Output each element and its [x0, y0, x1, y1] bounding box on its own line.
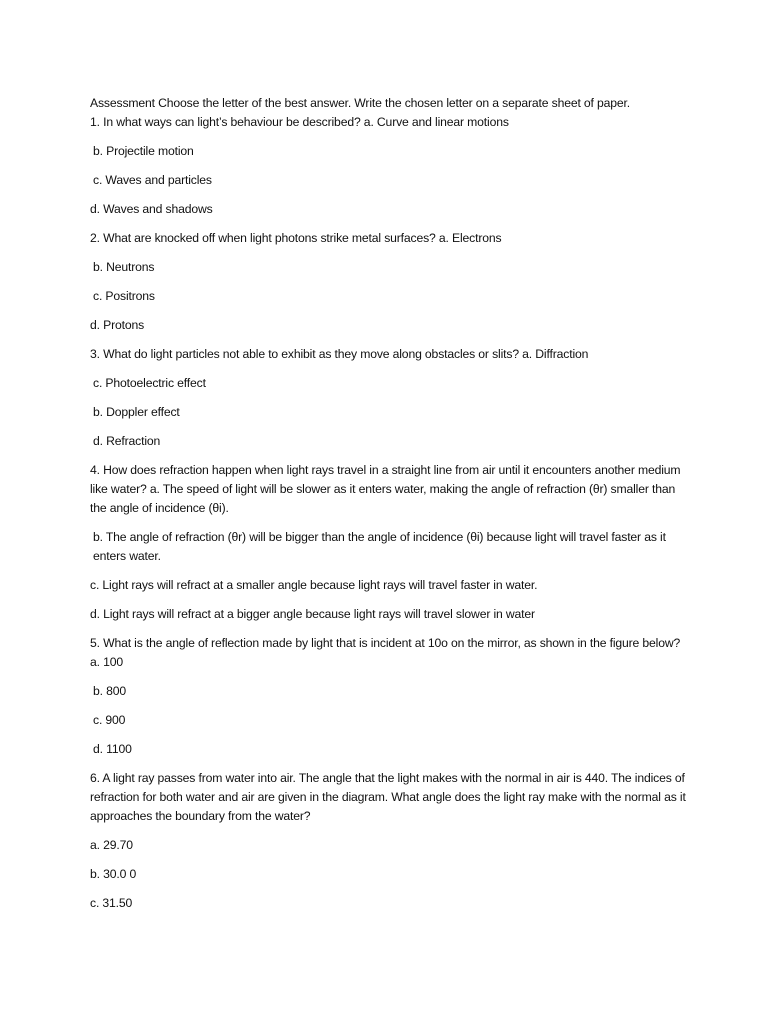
q2-option-c: c. Positrons [93, 289, 155, 303]
q3-stem: 3. What do light particles not able to exhibit as they move along obstacles or slits? a. Diffraction [90, 347, 589, 361]
q4-option-b: b. The angle of refraction (θr) will be bigger than the angle of incidence (θi) because light will travel faster as it enters water. [93, 530, 666, 563]
q4-option-d: d. Light rays will refract at a bigger angle because light rays will travel slower in water [90, 607, 535, 621]
q2-option-d: d. Protons [90, 318, 145, 332]
q1-option-c: c. Waves and particles [93, 173, 212, 187]
q2-stem: 2. What are knocked off when light photons strike metal surfaces? a. Electrons [90, 231, 502, 245]
q5-stem: 5. What is the angle of reflection made by light that is incident at 10o on the mirror, as shown in the figure below? a. 100 [90, 636, 681, 669]
q1-option-d: d. Waves and shadows [90, 202, 213, 216]
q6-stem: 6. A light ray passes from water into air. The angle that the light makes with the normal in air is 440. The indices of refraction for both water and air are given in the diagram. What angle does the light ray make with the normal as it approaches the boundary from the water? [90, 771, 686, 823]
q5-option-b: b. 800 [93, 684, 126, 698]
assessment-document [90, 94, 690, 913]
q4-option-c: c. Light rays will refract at a smaller angle because light rays will travel faster in water. [90, 578, 538, 592]
q6-option-a: a. 29.70 [90, 838, 133, 852]
q6-option-c: c. 31.50 [90, 896, 133, 910]
q3-option-c: c. Photoelectric effect [93, 376, 206, 390]
q3-option-d: d. Refraction [93, 434, 161, 448]
intro-text: Assessment Choose the letter of the best answer. Write the chosen letter on a separate sheet of paper. [90, 96, 631, 110]
q1-stem: 1. In what ways can light’s behaviour be described? a. Curve and linear motions [90, 115, 509, 129]
q4-stem: 4. How does refraction happen when light rays travel in a straight line from air until it encounters another medium like water? a. The speed of light will be slower as it enters water, making the angle of refraction (θr) smaller than the angle of incidence (θi). [90, 463, 681, 515]
q5-option-c: c. 900 [93, 713, 126, 727]
q6-option-b: b. 30.0 0 [90, 867, 137, 881]
q1-option-b: b. Projectile motion [93, 144, 194, 158]
q3-option-b: b. Doppler effect [93, 405, 180, 419]
q5-option-d: d. 1100 [93, 742, 132, 756]
q2-option-b: b. Neutrons [93, 260, 155, 274]
